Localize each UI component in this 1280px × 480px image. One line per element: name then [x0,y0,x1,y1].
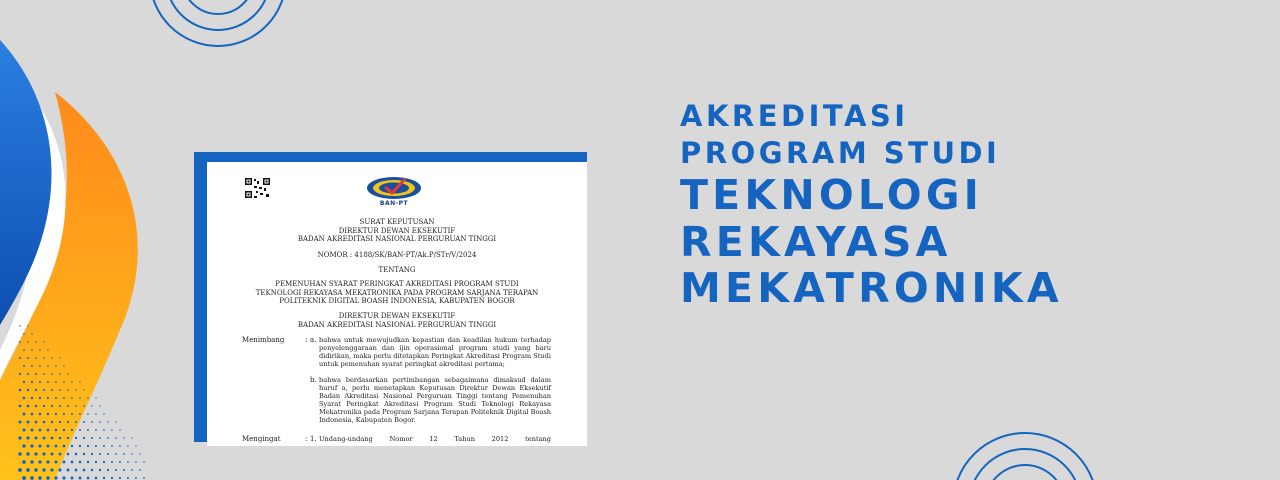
dot [34,468,38,472]
dot [27,341,29,343]
dot [38,460,41,463]
ban-pt-logo-text: BAN-PT [379,200,409,207]
dot [131,437,132,438]
doc-title-line-3: BADAN AKREDITASI NASIONAL PERGURUAN TINGGI [297,235,497,243]
menimbang-a-marker: a. [310,336,317,344]
qr-code-icon [244,177,271,199]
dot [39,381,41,383]
dot [83,421,85,423]
dot [31,365,33,367]
dot [111,445,113,447]
mengingat-1-marker: 1. [310,435,317,443]
dot [31,381,33,383]
doc-issuer-line-2: BADAN AKREDITASI NASIONAL PERGURUAN TINGGI [297,320,497,329]
dot [75,421,77,423]
heading-line-rekayasa: REKAYASA [680,218,952,266]
dot [59,421,61,423]
dot [23,381,25,383]
dot [47,397,49,399]
dot [46,476,49,479]
dot [63,429,65,431]
dot [35,357,37,359]
dot [22,428,25,431]
menimbang-a-text: bahwa untuk mewujudkan kepastian dan keadilan hukum terhadap penyelenggaraan dan ijin operasional program studi yang baru didirikan, maka perlu ditetapkan Peringkat Akreditasi Program Studi untuk pemenuhan syarat peringkat akreditasi pertama; [319,336,551,369]
dot [55,381,57,383]
dot [111,477,113,479]
dot [99,469,101,471]
dot [83,405,85,407]
dot [99,453,101,455]
dot [43,357,45,359]
dot [23,397,26,400]
dot [55,445,58,448]
dot [139,469,141,471]
dot [119,477,121,479]
dot [115,437,117,439]
dot [51,357,52,358]
dot [19,389,22,392]
dot [75,437,77,439]
dot [47,349,48,350]
menimbang-b-text: bahwa berdasarkan pertimbangan sebagaimana dimaksud dalam huruf a, perlu menetapkan Keputusan Direktur Dewan Eksekutif Badan Akreditasi Nasional Perguruan Tinggi tentang Pemenuhan Syarat Peringkat Akreditasi Program Studi Teknologi Rekayasa Mekatronika pada Program Sarjana Terapan Politeknik Digital Boash Indonesia, Kabupaten Bogor. [319,376,551,425]
bottom-concentric-rings [953,433,1097,480]
dot [107,421,108,422]
dot [107,469,109,471]
dot [123,469,125,471]
dot [131,453,133,455]
dot [71,397,73,399]
dot [59,405,61,407]
doc-subject-line-2: TEKNOLOGI REKAYASA MEKATRONIKA PADA PROGRAM SARJANA TERAPAN [255,288,539,297]
dot [67,469,70,472]
dot [99,405,100,406]
dot [18,468,22,472]
dot [31,413,34,416]
dot [63,445,66,448]
heading-line-program-studi: PROGRAM STUDI [680,136,1001,170]
dot [127,445,128,446]
dot [115,421,116,422]
dot [123,453,125,455]
dot [59,437,62,440]
dot [59,453,62,456]
dot [79,397,81,399]
dot [127,477,129,479]
doc-title-line-2: DIREKTUR DEWAN EKSEKUTIF [338,226,456,235]
dot [54,476,57,479]
dot [43,405,45,407]
dot [55,397,57,399]
top-concentric-rings [150,0,286,46]
dot [35,421,38,424]
dot [38,444,41,447]
dot [59,357,60,358]
dot [75,469,78,472]
dot [135,445,136,446]
dot [67,437,69,439]
dot [19,357,21,359]
dot [59,373,61,375]
dot [18,436,21,439]
dot [50,468,53,471]
dot [63,381,65,383]
dot [23,333,25,335]
dot [75,389,77,391]
dot [131,469,133,471]
dot [95,477,98,480]
dot [83,437,85,439]
dot [71,461,74,464]
dot [87,445,89,447]
heading-line-teknologi: TEKNOLOGI [680,171,984,219]
dot [22,444,25,447]
dot [43,421,46,424]
dot [39,413,42,416]
dot [99,437,101,439]
dot [63,365,64,366]
dot [39,365,41,367]
dot [22,476,26,480]
dot [55,429,58,432]
dot [91,453,93,455]
mengingat-1-text: Undang-undang Nomor 12 Tahun 2012 tentang [319,435,551,443]
dot [87,429,89,431]
dot [39,349,41,351]
mengingat-colon: : [305,435,308,443]
dot [135,477,137,479]
dot [63,397,65,399]
dot [54,460,57,463]
dot [67,389,69,391]
dot [103,445,105,447]
dot [43,373,45,375]
dot [87,413,89,415]
dot [79,477,82,480]
dot [42,452,45,455]
dot [26,452,29,455]
dot [55,365,56,366]
dot [51,373,53,375]
dot [83,469,86,472]
dot [30,460,33,463]
dot [119,445,121,447]
dot [87,477,90,480]
dot [91,437,93,439]
dot [95,445,97,447]
dot [27,357,29,359]
menimbang-label: Menimbang [242,336,285,344]
dot [23,413,26,416]
dot [91,469,94,472]
doc-issuer-line-1: DIREKTUR DEWAN EKSEKUTIF [338,312,456,320]
menimbang-b-marker: b. [310,376,317,384]
dot [135,461,137,463]
dot [51,405,53,407]
dot [143,477,145,479]
doc-number: NOMOR : 4188/SK/BAN-PT/Ak.P/STr/V/2024 [317,251,477,259]
dot [95,461,97,463]
dot [95,397,96,398]
dot [47,381,49,383]
dot [67,373,68,374]
dot [43,389,45,391]
mengingat-label: Mengingat [242,435,281,443]
dot [51,453,54,456]
dot [31,397,33,399]
dot [35,373,37,375]
dot [71,413,73,415]
dot [119,461,121,463]
dot [35,405,37,407]
dot [31,333,32,334]
dot [111,429,113,431]
dot [23,365,25,367]
dot [79,429,81,431]
dot [91,421,93,423]
dot [47,429,50,432]
dot [27,389,29,391]
dot [30,444,33,447]
doc-subject-line-1: PEMENUHAN SYARAT PERINGKAT AKREDITASI PROGRAM STUDI [275,280,519,288]
dot [79,413,81,415]
dot [115,453,117,455]
dot [51,389,53,391]
dot [51,437,54,440]
dot [27,325,28,326]
dot [18,452,22,456]
dot [38,476,42,480]
dot [63,461,66,464]
doc-tentang: TENTANG [378,266,416,274]
dot [26,436,29,439]
dot [103,429,105,431]
doc-subject-line-3: POLITEKNIK DIGITAL BOASH INDONESIA, KABUPATEN BOGOR [279,297,515,305]
dot [62,476,65,479]
dot [19,325,20,326]
dot [19,341,21,343]
dot [67,421,69,423]
dot [34,452,37,455]
doc-title-line-1: SURAT KEPUTUSAN [359,218,435,226]
dot [103,477,105,479]
dot [83,389,84,390]
dot [23,349,25,351]
dot [47,413,49,415]
dot [143,461,144,462]
dot [70,476,73,479]
dot [115,469,117,471]
dot [75,453,78,456]
dot [39,397,41,399]
dot [95,413,97,415]
dot [75,405,77,407]
dot [79,445,81,447]
dot [107,453,109,455]
dot [71,445,73,447]
dot [22,460,26,464]
dot [87,461,89,463]
dot [35,341,36,342]
dot [19,405,22,408]
dot [107,437,109,439]
dot [79,461,82,464]
dot [59,389,61,391]
dot [47,365,49,367]
dot [35,389,37,391]
dot [27,421,30,424]
dot [67,405,69,407]
dot [127,461,129,463]
dot [31,349,33,351]
dot [19,373,21,375]
dot [91,405,92,406]
dot [18,420,21,423]
dot [99,421,101,423]
dot [58,468,61,471]
dot [39,429,42,432]
dot [119,429,120,430]
accreditation-document [207,162,587,446]
dot [67,453,70,456]
dot [27,405,30,408]
dot [63,413,65,415]
dot [27,373,29,375]
dot [46,460,49,463]
dot [103,413,104,414]
dot [71,429,73,431]
dot [71,381,72,382]
heading-line-mekatronika: MEKATRONIKA [680,264,1063,312]
dot [79,381,80,382]
dot [55,413,57,415]
dot [103,461,105,463]
dot [43,437,46,440]
dot [51,421,53,423]
dot [95,429,97,431]
heading-line-akreditasi: AKREDITASI [680,99,909,133]
dot [87,397,88,398]
dot [123,437,124,438]
dot [47,445,50,448]
dot [43,341,44,342]
dot [34,436,37,439]
dot [139,453,140,454]
dot [111,461,113,463]
menimbang-colon: : [305,336,308,344]
dot [42,468,45,471]
dot [83,453,85,455]
dot [26,468,30,472]
dot [31,429,34,432]
dot [30,476,34,480]
